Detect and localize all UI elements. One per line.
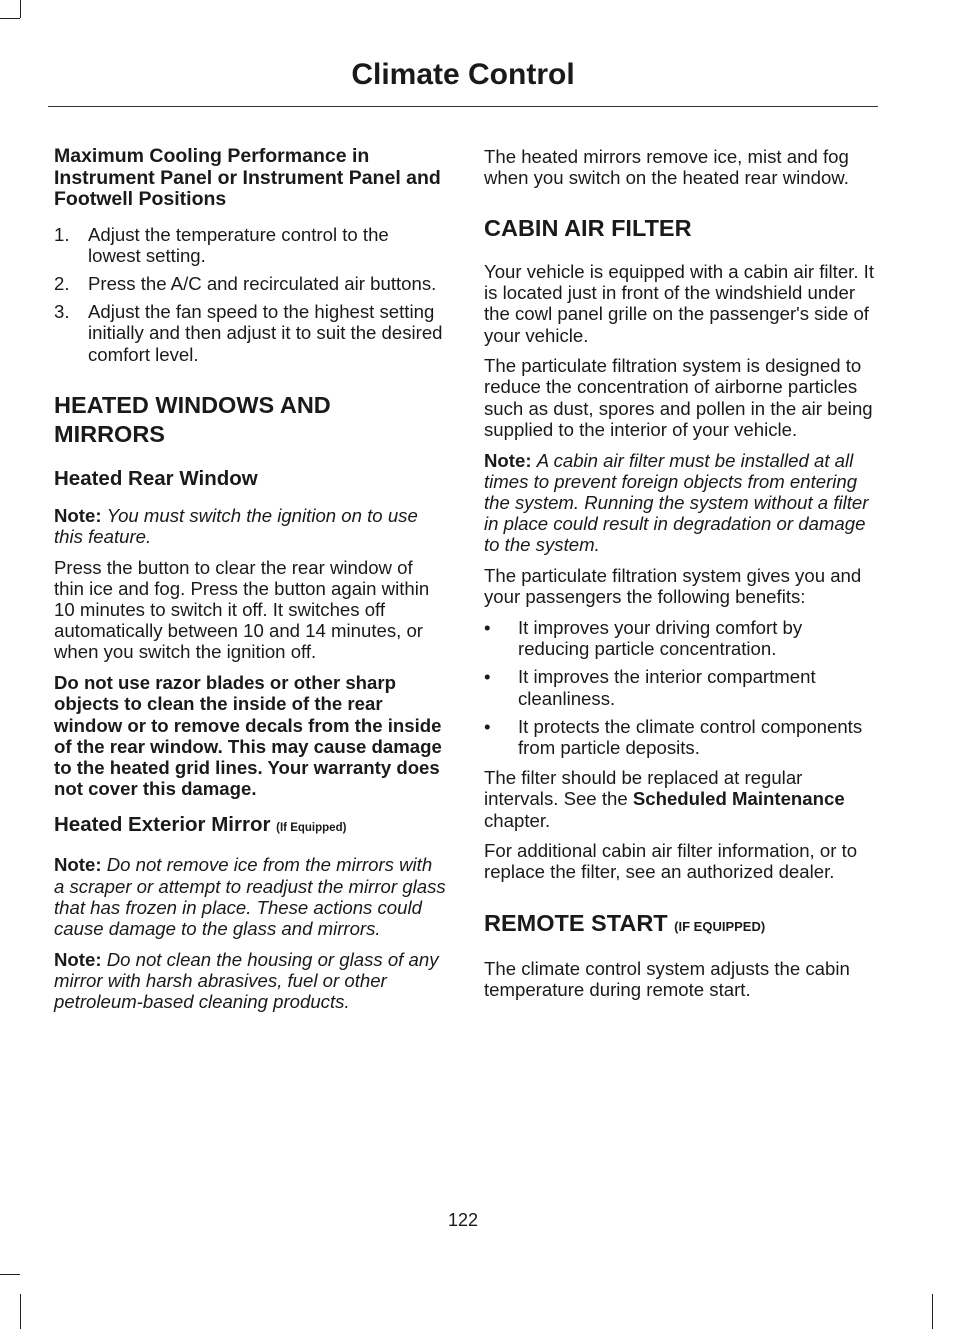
max-cooling-steps <box>54 224 446 365</box>
mirror-heading-suffix: (If Equipped) <box>276 822 347 835</box>
bullet: • <box>484 715 491 737</box>
remote-start-heading <box>484 909 876 942</box>
bullet-text: It improves your driving comfort by reducing particle concentration. <box>518 616 803 660</box>
additional-info-paragraph: For additional cabin air filter information, or to replace the filter, see an authorized dealer. <box>484 840 858 883</box>
replace-text-pre: The filter should be replaced at regular intervals. See the <box>484 767 803 810</box>
benefits-list <box>484 617 876 758</box>
rear-window-body: Press the button to clear the rear window of thin ice and fog. Press the button again within 10 minutes to switch it off. It switches off automatically between 10 and 14 minutes, or when you switch the ignition off. <box>54 556 430 663</box>
step-number: 3. <box>54 301 70 323</box>
note-label: Note: <box>484 449 532 471</box>
note-text: A cabin air filter must be installed at all times to prevent foreign objects from entering the system. Running the system without a filter in place could result in degradation or damage to the system. <box>484 449 869 556</box>
note-text: You must switch the ignition on to use this feature. <box>54 504 418 547</box>
list-item <box>54 273 446 294</box>
bullet: • <box>484 666 491 688</box>
heated-rear-window-heading: Heated Rear Window <box>54 466 258 490</box>
crop-mark-bottom-right-vertical <box>932 1294 933 1329</box>
rear-window-note <box>54 505 446 547</box>
cabin-note <box>484 450 876 556</box>
list-item <box>484 617 876 659</box>
note-label: Note: <box>54 948 102 970</box>
cabin-paragraph-1: Your vehicle is equipped with a cabin air filter. It is located just in front of the windshield under the cowl panel grille on the passenger's side of your vehicle. <box>484 260 875 346</box>
step-number: 1. <box>54 223 70 245</box>
page-title: Climate Control <box>351 58 575 91</box>
cabin-paragraph-3: The particulate filtration system gives you and your passengers the following benefits: <box>484 565 862 608</box>
note-label: Note: <box>54 504 102 526</box>
remote-heading-text: REMOTE START <box>484 909 668 936</box>
title-divider <box>48 106 878 107</box>
crop-mark-top-left-vertical <box>20 0 21 18</box>
remote-start-body: The climate control system adjusts the cabin temperature during remote start. <box>484 958 850 1001</box>
note-text: Do not clean the housing or glass of any mirror with harsh abrasives, fuel or other petroleum-based cleaning products. <box>54 948 439 1013</box>
list-item <box>54 301 446 365</box>
heated-mirror-heading <box>54 813 446 840</box>
mirror-heading-text: Heated Exterior Mirror <box>54 813 271 837</box>
mirror-note-1 <box>54 854 446 939</box>
cabin-air-filter-heading: CABIN AIR FILTER <box>484 215 692 242</box>
note-text: Do not remove ice from the mirrors with a scraper or attempt to readjust the mirror glass that has frozen in place. These actions could cause damage to the glass and mirrors. <box>54 854 446 939</box>
step-text: Press the A/C and recirculated air buttons. <box>88 272 437 294</box>
crop-mark-bottom-left-horizontal <box>0 1274 20 1275</box>
list-item <box>484 666 876 708</box>
bullet-text: It protects the climate control components from particle deposits. <box>518 715 863 758</box>
cabin-paragraph-2: The particulate filtration system is designed to reduce the concentration of airborne particles such as dust, spores and pollen in the air being supplied to the interior of your vehicle. <box>484 355 873 440</box>
right-column <box>484 146 876 1010</box>
rear-window-warning: Do not use razor blades or other sharp objects to clean the inside of the rear window or to remove decals from the inside of the rear window. This may cause damage to the heated grid lines. Your warranty does not cover this damage. <box>54 672 442 800</box>
list-item <box>54 224 446 266</box>
scheduled-maintenance-reference: Scheduled Maintenance <box>632 788 845 810</box>
heated-windows-heading: HEATED WINDOWS AND MIRRORS <box>54 391 331 448</box>
step-text: Adjust the temperature control to the lowest setting. <box>88 223 389 266</box>
left-column <box>54 146 446 1022</box>
crop-mark-top-left-horizontal <box>0 18 20 19</box>
replace-filter-paragraph <box>484 767 876 831</box>
replace-text-post: chapter. <box>484 809 551 831</box>
step-text: Adjust the fan speed to the highest setting initially and then adjust it to suit the desired comfort level. <box>88 301 443 365</box>
step-number: 2. <box>54 272 70 294</box>
heated-mirrors-body: The heated mirrors remove ice, mist and fog when you switch on the heated rear window. <box>484 146 849 189</box>
mirror-note-2 <box>54 949 446 1013</box>
list-item <box>484 716 876 758</box>
crop-mark-bottom-left-vertical <box>20 1294 21 1329</box>
page-number: 122 <box>447 1210 479 1230</box>
bullet: • <box>484 616 491 638</box>
remote-heading-suffix: (IF EQUIPPED) <box>674 918 766 934</box>
note-label: Note: <box>54 854 102 876</box>
max-cooling-heading: Maximum Cooling Performance in Instrument Panel or Instrument Panel and Footwell Positions <box>54 145 441 210</box>
bullet-text: It improves the interior compartment cleanliness. <box>518 666 816 709</box>
